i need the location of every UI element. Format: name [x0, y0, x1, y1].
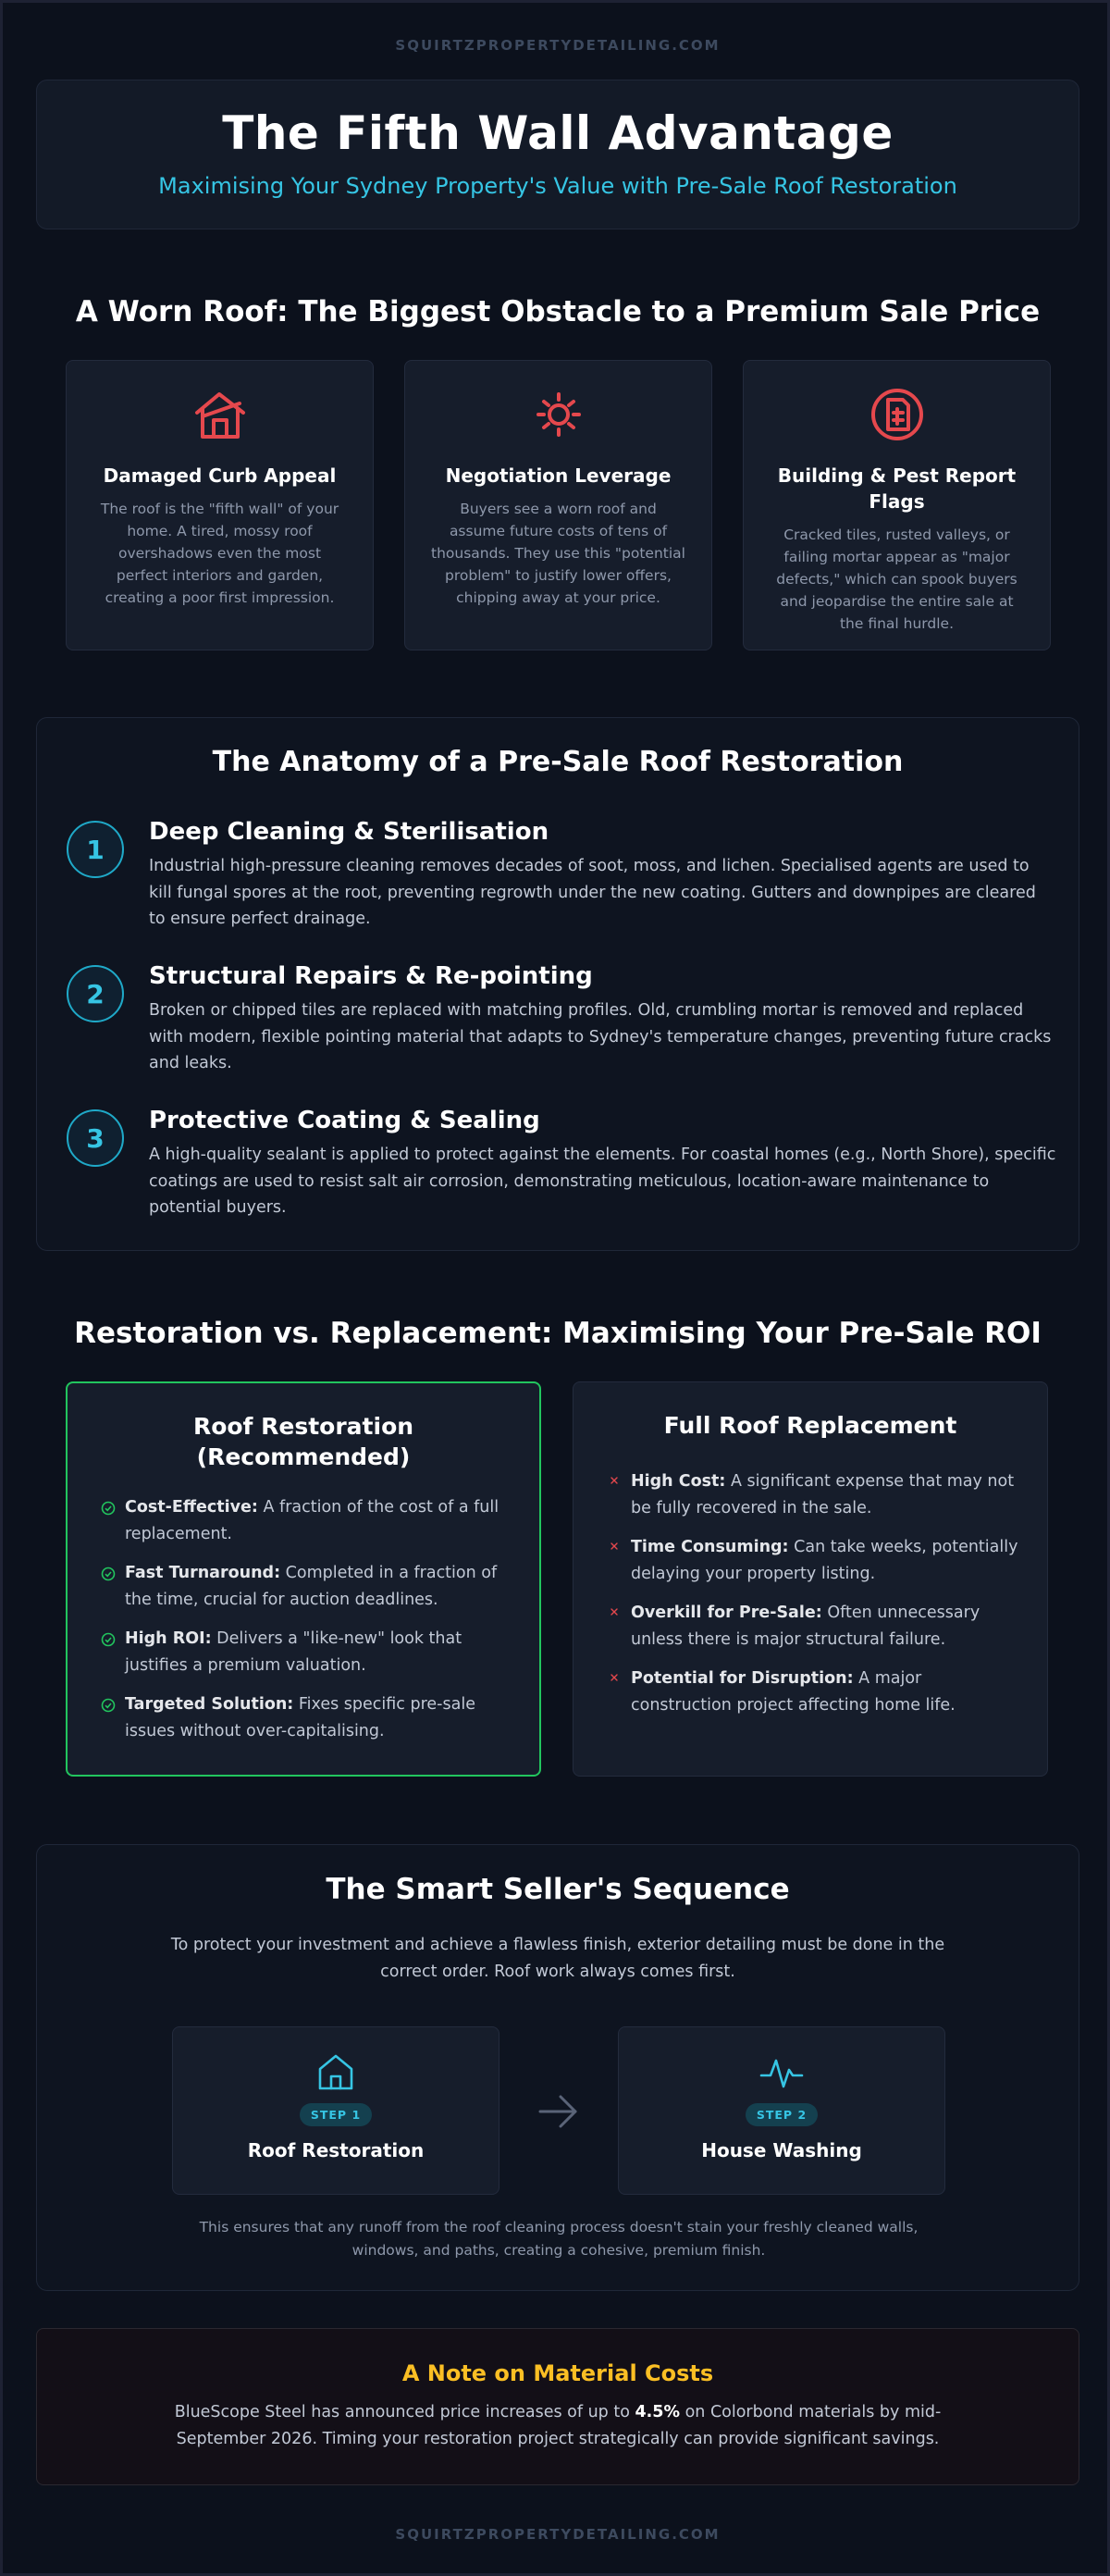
step-title: Deep Cleaning & Sterilisation — [149, 818, 549, 846]
sequence-step-washing — [618, 2026, 945, 2195]
replacement-title: Full Roof Replacement — [663, 1412, 957, 1439]
list-item — [95, 1691, 512, 1744]
item-label: Targeted Solution: — [125, 1695, 294, 1714]
step-title: Roof Restoration — [247, 2139, 425, 2161]
anatomy-heading: The Anatomy of a Pre-Sale Roof Restoration — [212, 746, 904, 778]
replacement-card — [573, 1381, 1048, 1777]
list-item — [95, 1560, 512, 1613]
problem-text: Buyers see a worn roof and assume future costs of tens of thousands. They use this "potential problem" to justify lower offers, chipping away at your price. — [431, 501, 685, 606]
cross-icon — [601, 1606, 627, 1617]
item-text: Fixes specific pre-sale issues without over-capitalising. — [125, 1695, 475, 1740]
check-circle-icon — [95, 1698, 121, 1713]
item-text: Delivers a "like-new" look that justifies a premium valuation. — [125, 1629, 462, 1675]
check-circle-icon — [95, 1632, 121, 1647]
sequence-section — [36, 1844, 1079, 2291]
compare-heading: Restoration vs. Replacement: Maximising Your Pre-Sale ROI — [74, 1317, 1042, 1350]
item-text: Completed in a fraction of the time, crucial for auction deadlines. — [125, 1564, 498, 1609]
step-badge: STEP 2 — [746, 2103, 818, 2126]
house-icon — [173, 2051, 499, 2092]
replacement-list — [601, 1468, 1019, 1718]
anatomy-step — [67, 1105, 1056, 1221]
problem-text: Cracked tiles, rusted valleys, or failing mortar appear as "major defects," which can spook buyers and jeopardise the entire sale at the final hurdle. — [776, 526, 1018, 632]
hero-banner — [36, 80, 1079, 229]
restoration-title: Roof Restoration (Recommended) — [192, 1413, 414, 1470]
cross-icon — [601, 1541, 627, 1552]
step-number: 3 — [67, 1109, 124, 1167]
item-label: High Cost: — [631, 1472, 726, 1491]
item-text: A significant expense that may not be fully recovered in the sale. — [631, 1472, 1015, 1517]
house-damaged-icon — [92, 387, 347, 442]
material-costs-note — [36, 2328, 1079, 2485]
check-circle-icon — [95, 1567, 121, 1581]
item-text: A fraction of the cost of a full replacement. — [125, 1498, 500, 1543]
anatomy-step — [67, 960, 1056, 1077]
item-label: Time Consuming: — [631, 1538, 789, 1556]
problem-text: The roof is the "fifth wall" of your home. A tired, mossy roof overshadows even the most perfect interiors and garden, creating a poor first impression. — [100, 501, 339, 606]
item-text: Often unnecessary unless there is major structural failure. — [631, 1604, 980, 1649]
item-label: Overkill for Pre-Sale: — [631, 1604, 822, 1622]
sequence-outro: This ensures that any runoff from the roof cleaning process doesn't stain your freshly cleaned walls, windows, and paths, creating a cohesive, premium finish. — [199, 2219, 919, 2259]
problem-card-report-flags — [743, 360, 1051, 650]
problem-title: Damaged Curb Appeal — [103, 464, 337, 487]
item-label: Cost-Effective: — [125, 1498, 258, 1517]
site-url-top[interactable]: SQUIRTZPROPERTYDETAILING.COM — [395, 37, 721, 54]
cross-icon — [601, 1672, 627, 1683]
anatomy-section — [36, 717, 1079, 1251]
item-text: A major construction project affecting home life. — [631, 1669, 956, 1715]
item-label: Potential for Disruption: — [631, 1669, 854, 1688]
step-number: 1 — [67, 821, 124, 878]
step-badge: STEP 1 — [300, 2103, 372, 2126]
pulse-icon — [619, 2051, 944, 2092]
step-text: Industrial high-pressure cleaning removes decades of soot, moss, and lichen. Specialised agents are used to kill fungal spores at the root, preventing regrowth under the new coating. Gutters and downpipes are cleared to ensure perfect drainage. — [149, 857, 1036, 928]
restoration-list — [95, 1494, 512, 1744]
sequence-heading: The Smart Seller's Sequence — [326, 1873, 790, 1906]
step-title: House Washing — [701, 2139, 862, 2161]
item-text: Can take weeks, potentially delaying your property listing. — [631, 1538, 1018, 1583]
note-highlight: 4.5% — [635, 2403, 681, 2421]
site-url-bottom[interactable]: SQUIRTZPROPERTYDETAILING.COM — [395, 2526, 721, 2543]
problem-card-curb-appeal — [66, 360, 374, 650]
step-text: A high-quality sealant is applied to protect against the elements. For coastal homes (e.g., North Shore), specific coatings are used to resist salt air corrosion, demonstrating meticulous, location-aware maintenance to potential buyers. — [149, 1146, 1056, 1217]
report-icon — [770, 387, 1024, 442]
step-text: Broken or chipped tiles are replaced with matching profiles. Old, crumbling mortar is removed and replaced with modern, flexible pointing material that adapts to Sydney's temperature changes, preventing future cracks and leaks. — [149, 1001, 1052, 1072]
list-item — [95, 1494, 512, 1547]
step-number: 2 — [67, 965, 124, 1022]
note-text-before: BlueScope Steel has announced price increases of up to — [174, 2403, 635, 2421]
cross-icon — [601, 1475, 627, 1486]
sequence-step-roof — [172, 2026, 500, 2195]
item-label: Fast Turnaround: — [125, 1564, 281, 1582]
bug-icon — [431, 387, 685, 442]
sequence-intro: To protect your investment and achieve a flawless finish, exterior detailing must be done in the correct order. Roof work always comes first. — [170, 1936, 945, 1981]
problem-title: Negotiation Leverage — [445, 464, 672, 487]
arrow-right-icon — [536, 2091, 581, 2136]
note-text-after: on Colorbond materials by mid-September 2026. Timing your restoration project strategically can provide significant savings. — [176, 2403, 942, 2448]
list-item — [95, 1626, 512, 1678]
list-item — [601, 1468, 1019, 1521]
problem-card-negotiation — [404, 360, 712, 650]
item-label: High ROI: — [125, 1629, 212, 1648]
problem-title: Building & Pest Report Flags — [777, 464, 1017, 513]
page-subtitle: Maximising Your Sydney Property's Value with Pre-Sale Roof Restoration — [158, 173, 957, 199]
restoration-card — [66, 1381, 541, 1777]
list-item — [601, 1600, 1019, 1653]
anatomy-step — [67, 816, 1056, 933]
step-title: Structural Repairs & Re-pointing — [149, 962, 593, 990]
note-text — [142, 2399, 974, 2452]
check-circle-icon — [95, 1501, 121, 1516]
problems-heading: A Worn Roof: The Biggest Obstacle to a Premium Sale Price — [75, 295, 1041, 328]
note-title: A Note on Material Costs — [401, 2360, 714, 2386]
page-title: The Fifth Wall Advantage — [222, 106, 894, 160]
list-item — [601, 1666, 1019, 1718]
list-item — [601, 1534, 1019, 1587]
step-title: Protective Coating & Sealing — [149, 1107, 540, 1134]
